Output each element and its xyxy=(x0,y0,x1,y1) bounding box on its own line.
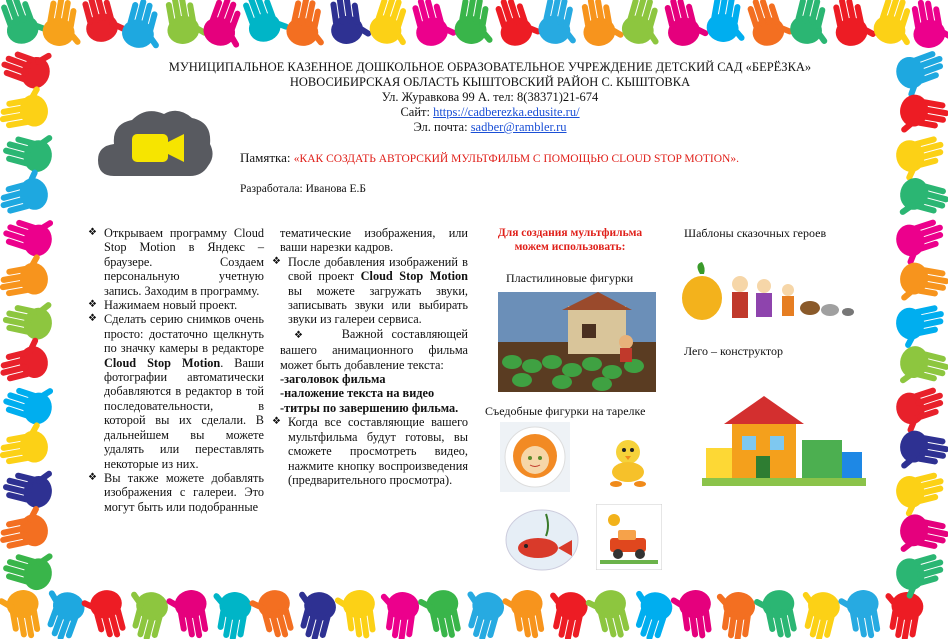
text-option: -наложение текста на видео xyxy=(280,386,435,401)
edible-chick-photo xyxy=(596,426,660,490)
edible-fish-photo xyxy=(502,506,582,574)
caption-templates: Шаблоны сказочных героев xyxy=(684,226,827,240)
fairy-tale-characters-illustration xyxy=(680,262,856,332)
materials-title: Для создания мультфильма можем использовать: xyxy=(497,227,643,253)
bullet-icon: ❖ xyxy=(272,416,281,428)
text-option: -титры по завершению фильма. xyxy=(280,400,459,415)
site-link[interactable]: https://cadberezka.edusite.ru/ xyxy=(433,105,580,119)
caption-lego: Лего – конструктор xyxy=(684,344,783,358)
caption-edible: Съедобные фигурки на тарелке xyxy=(485,404,646,418)
bullet-icon: ❖ xyxy=(272,255,281,267)
org-location: НОВОСИБИРСКАЯ ОБЛАСТЬ КЫШТОВСКИЙ РАЙОН С. КЫШТОВКА xyxy=(289,75,691,89)
plasticine-photo xyxy=(498,292,656,392)
caption-plasticine: Пластилиновые фигурки xyxy=(506,271,634,285)
list-item: ❖ Нажимаем новый проект. xyxy=(88,298,238,313)
text-option: -заголовок фильма xyxy=(280,372,386,387)
title-text: «КАК СОЗДАТЬ АВТОРСКИЙ МУЛЬТФИЛЬМ С ПОМОЩЬЮ CLOUD STOP MOTION». xyxy=(293,153,739,165)
bullet-icon: ❖ xyxy=(88,227,97,238)
org-name: МУНИЦИПАЛЬНОЕ КАЗЕННОЕ ДОШКОЛЬНОЕ ОБРАЗОВАТЕЛЬНОЕ УЧРЕЖДЕНИЕ ДЕТСКИЙ САД «БЕРЁЗКА» xyxy=(168,60,812,74)
org-email xyxy=(120,120,860,135)
continued-text: тематические изображения, или ваши нарезки кадров. xyxy=(280,226,468,255)
page-title xyxy=(240,150,739,166)
bullet-icon: ❖ xyxy=(88,299,97,311)
list-item: ❖ После добавления изображений в свой проект Cloud Stop Motion вы можете загружать звуки, записывать звуки или выбирать звуки из галереи сервиса. xyxy=(272,254,468,327)
site-label: Сайт: xyxy=(400,105,434,119)
org-address: Ул. Журавкова 99 А. тел: 8(38371)21-674 xyxy=(381,90,599,104)
author: Разработала: Иванова Е.Б xyxy=(240,183,366,195)
email-link[interactable]: sadber@rambler.ru xyxy=(470,120,567,134)
lego-house-photo xyxy=(702,392,866,492)
list-item: ❖ Важной составляющей вашего анимационного фильма может быть добавление текста: xyxy=(280,326,468,372)
list-item: ❖ Сделать серию снимков очень просто: достаточно щелкнуть по значку камеры в редакторе Cloud Stop Motion. Ваши фотографии автоматически добавляются в редактор в той последовательности, в которой вы их сделали. В дальнейшем вы можете удалять или переставлять некоторые из них. xyxy=(88,312,265,471)
bullet-icon: ❖ xyxy=(294,329,309,341)
list-item: ❖ Когда все составляющие вашего мультфильма будут готовы, вы сможете просмотреть видео, нажмите кнопку воспроизведения (предварительного просмотра). xyxy=(272,415,468,487)
list-item: ❖ Вы также можете добавлять изображения с галереи. Это могут быть или подобранные xyxy=(88,470,264,514)
bullet-icon: ❖ xyxy=(88,313,97,325)
list-item: ❖ Открываем программу Cloud Stop Motion в Яндекс – браузере. Создаем персональную учетную запись. Заходим в программу. xyxy=(88,226,264,298)
column-1 xyxy=(86,226,264,514)
video-camera-icon xyxy=(96,104,216,184)
bullet-icon: ❖ xyxy=(88,471,97,483)
edible-car-photo xyxy=(596,504,662,570)
org-site xyxy=(120,105,860,120)
edible-girl-photo xyxy=(500,422,570,492)
title-label: Памятка: xyxy=(240,150,294,165)
email-label: Эл. почта: xyxy=(413,120,471,134)
column-2 xyxy=(270,226,468,487)
